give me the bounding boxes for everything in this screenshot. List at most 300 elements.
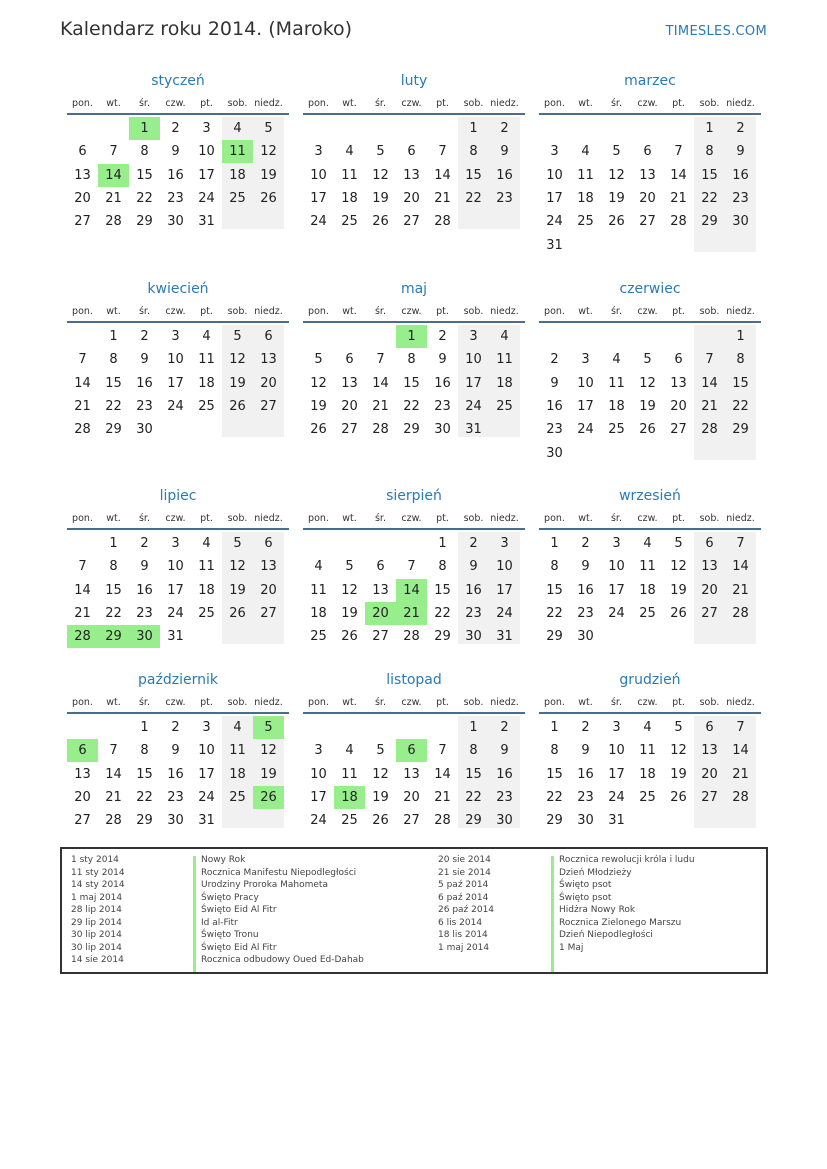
day-cell: 3 <box>202 720 211 735</box>
day-cell: 14 <box>74 582 91 598</box>
holiday-day-cell: 11 <box>222 140 253 163</box>
day-header: pt. <box>200 697 213 708</box>
day-cell: 3 <box>581 352 590 368</box>
month-name: maj <box>400 281 428 297</box>
day-cell: 12 <box>639 375 656 391</box>
day-cell: 30 <box>546 445 563 461</box>
day-cell: 26 <box>670 789 687 805</box>
day-cell: 9 <box>500 743 509 759</box>
holiday-day-cell: 30 <box>129 625 160 648</box>
holiday-day-cell: 6 <box>67 739 98 762</box>
day-cell: 16 <box>546 398 563 414</box>
legend-holiday-name: Święto Pracy <box>201 892 259 903</box>
day-cell: 5 <box>233 329 242 344</box>
day-cell: 4 <box>643 536 652 551</box>
day-cell: 28 <box>434 813 451 829</box>
header-rule <box>303 321 525 323</box>
day-header: pt. <box>436 513 449 524</box>
day-cell: 27 <box>260 398 277 414</box>
legend-date: 1 sty 2014 <box>71 855 119 865</box>
day-header: czw. <box>637 306 658 317</box>
day-cell: 25 <box>608 422 625 438</box>
day-header: pon. <box>544 513 565 524</box>
day-cell: 6 <box>705 536 714 551</box>
day-cell: 21 <box>74 398 91 414</box>
day-cell: 5 <box>376 743 385 759</box>
day-header: pt. <box>672 697 685 708</box>
day-cell: 24 <box>608 605 625 621</box>
day-cell: 26 <box>670 605 687 621</box>
day-header: wt. <box>342 306 357 317</box>
day-header: wt. <box>342 98 357 109</box>
day-cell: 8 <box>407 352 416 368</box>
day-cell: 16 <box>434 375 451 391</box>
holiday-day-cell: 5 <box>253 716 284 739</box>
legend-holiday-name: Rocznica odbudowy Oued Ed-Dahab <box>201 955 364 965</box>
day-cell: 20 <box>260 582 277 598</box>
day-cell: 4 <box>345 144 354 160</box>
day-header: wt. <box>578 513 593 524</box>
day-cell: 7 <box>736 536 745 551</box>
day-cell: 14 <box>372 375 389 391</box>
legend-date: 20 sie 2014 <box>438 855 491 865</box>
day-cell: 12 <box>310 375 327 391</box>
day-cell: 7 <box>438 743 447 759</box>
day-cell: 19 <box>229 582 246 598</box>
day-cell: 18 <box>198 375 215 391</box>
header-rule <box>539 113 761 115</box>
day-cell: 27 <box>670 422 687 438</box>
day-cell: 23 <box>546 422 563 438</box>
day-cell: 26 <box>341 629 358 645</box>
day-cell: 27 <box>701 789 718 805</box>
day-cell: 7 <box>109 144 118 160</box>
day-header: niedz. <box>254 98 283 109</box>
header-rule <box>67 712 289 714</box>
legend-holiday-name: Święto Tronu <box>201 930 259 940</box>
day-cell: 30 <box>136 422 153 438</box>
day-cell: 9 <box>581 743 590 759</box>
day-header: śr. <box>138 697 150 708</box>
day-cell: 20 <box>403 789 420 805</box>
day-cell: 13 <box>372 582 389 598</box>
day-cell: 25 <box>639 605 656 621</box>
day-cell: 4 <box>233 720 242 735</box>
day-cell: 1 <box>109 536 118 551</box>
day-header: pon. <box>72 98 93 109</box>
day-cell: 14 <box>74 375 91 391</box>
day-cell: 8 <box>109 352 118 368</box>
header-rule <box>303 528 525 530</box>
day-header: pon. <box>72 306 93 317</box>
day-cell: 23 <box>496 190 513 206</box>
day-cell: 12 <box>372 167 389 183</box>
day-cell: 15 <box>465 167 482 183</box>
month-name: grudzień <box>619 672 681 688</box>
day-cell: 24 <box>167 398 184 414</box>
day-cell: 18 <box>496 375 513 391</box>
day-cell: 18 <box>310 605 327 621</box>
day-cell: 22 <box>434 605 451 621</box>
day-header: wt. <box>106 98 121 109</box>
legend-right-dates <box>438 854 494 954</box>
month-name: kwiecień <box>147 281 209 297</box>
day-cell: 7 <box>109 743 118 759</box>
day-cell: 12 <box>372 766 389 782</box>
day-cell: 26 <box>260 190 277 206</box>
day-cell: 7 <box>407 559 416 575</box>
day-cell: 18 <box>198 582 215 598</box>
day-cell: 6 <box>264 329 273 344</box>
day-header: wt. <box>106 306 121 317</box>
day-cell: 10 <box>198 144 215 160</box>
day-header: pon. <box>72 697 93 708</box>
day-cell: 26 <box>229 398 246 414</box>
day-cell: 9 <box>736 144 745 160</box>
month-name: czerwiec <box>619 281 681 297</box>
day-header: czw. <box>637 513 658 524</box>
legend-date: 28 lip 2014 <box>71 905 122 915</box>
day-cell: 22 <box>732 398 749 414</box>
day-cell: 1 <box>140 720 149 735</box>
day-cell: 16 <box>465 582 482 598</box>
day-header: niedz. <box>490 98 519 109</box>
legend-left-marker <box>193 856 196 972</box>
day-cell: 27 <box>74 214 91 230</box>
day-cell: 15 <box>465 766 482 782</box>
legend-holiday-name: Święto psot <box>559 880 612 890</box>
day-cell: 26 <box>229 605 246 621</box>
day-header: śr. <box>374 513 386 524</box>
day-cell: 8 <box>438 559 447 575</box>
day-header: czw. <box>165 697 186 708</box>
month-name: sierpień <box>386 488 442 504</box>
day-cell: 14 <box>701 375 718 391</box>
day-cell: 9 <box>500 144 509 160</box>
day-header: niedz. <box>254 697 283 708</box>
day-header: pon. <box>308 98 329 109</box>
day-cell: 1 <box>550 720 559 735</box>
day-header: sob. <box>699 513 720 524</box>
day-cell: 12 <box>260 743 277 759</box>
day-cell: 4 <box>314 559 323 575</box>
day-cell: 24 <box>198 190 215 206</box>
day-header: sob. <box>463 306 484 317</box>
day-cell: 20 <box>260 375 277 391</box>
day-cell: 28 <box>701 422 718 438</box>
day-cell: 26 <box>372 214 389 230</box>
day-cell: 11 <box>310 582 327 598</box>
day-cell: 25 <box>496 398 513 414</box>
day-cell: 7 <box>78 352 87 368</box>
day-cell: 9 <box>550 375 559 391</box>
holiday-day-cell: 29 <box>98 625 129 648</box>
day-header: sob. <box>699 98 720 109</box>
day-cell: 22 <box>546 605 563 621</box>
holiday-day-cell: 21 <box>396 602 427 625</box>
day-cell: 30 <box>167 214 184 230</box>
day-cell: 13 <box>701 559 718 575</box>
day-header: wt. <box>106 513 121 524</box>
legend-holiday-name: Dzień Niepodległości <box>559 930 653 940</box>
day-header: czw. <box>637 697 658 708</box>
day-header: sob. <box>227 513 248 524</box>
day-cell: 2 <box>171 720 180 735</box>
day-cell: 29 <box>105 422 122 438</box>
day-cell: 5 <box>314 352 323 368</box>
day-cell: 25 <box>310 629 327 645</box>
day-cell: 11 <box>341 766 358 782</box>
day-cell: 3 <box>202 121 211 136</box>
month-name: marzec <box>624 73 676 89</box>
day-cell: 4 <box>345 743 354 759</box>
day-cell: 12 <box>670 743 687 759</box>
day-cell: 29 <box>732 422 749 438</box>
day-cell: 5 <box>345 559 354 575</box>
day-cell: 5 <box>233 536 242 551</box>
day-header: pon. <box>308 306 329 317</box>
day-cell: 28 <box>403 629 420 645</box>
day-cell: 22 <box>136 789 153 805</box>
holiday-legend <box>60 847 768 974</box>
day-header: czw. <box>401 697 422 708</box>
holiday-day-cell: 14 <box>98 164 129 187</box>
day-cell: 23 <box>577 789 594 805</box>
day-cell: 9 <box>171 144 180 160</box>
day-cell: 2 <box>736 121 745 136</box>
day-cell: 5 <box>376 144 385 160</box>
day-cell: 17 <box>496 582 513 598</box>
day-cell: 4 <box>500 329 509 344</box>
legend-date: 30 lip 2014 <box>71 942 122 953</box>
day-cell: 24 <box>496 605 513 621</box>
day-cell: 31 <box>198 813 215 829</box>
day-cell: 16 <box>496 167 513 183</box>
day-cell: 3 <box>314 144 323 160</box>
day-header: niedz. <box>726 513 755 524</box>
day-cell: 9 <box>581 559 590 575</box>
day-cell: 29 <box>546 813 563 829</box>
day-cell: 7 <box>376 352 385 368</box>
day-cell: 11 <box>639 743 656 759</box>
holiday-day-cell: 1 <box>396 325 427 348</box>
day-header: pt. <box>436 98 449 109</box>
day-cell: 3 <box>314 743 323 759</box>
day-cell: 2 <box>500 720 509 735</box>
holiday-day-cell: 20 <box>365 602 396 625</box>
day-cell: 25 <box>229 190 246 206</box>
day-cell: 13 <box>701 743 718 759</box>
day-cell: 30 <box>732 214 749 230</box>
day-cell: 10 <box>167 559 184 575</box>
day-header: niedz. <box>490 306 519 317</box>
legend-holiday-name: Urodziny Proroka Mahometa <box>201 880 328 890</box>
day-header: sob. <box>463 697 484 708</box>
day-cell: 11 <box>341 167 358 183</box>
day-cell: 2 <box>438 329 447 344</box>
day-cell: 30 <box>167 813 184 829</box>
month-block <box>67 73 289 257</box>
day-cell: 16 <box>136 582 153 598</box>
day-cell: 1 <box>109 329 118 344</box>
legend-date: 14 sie 2014 <box>71 955 124 965</box>
day-cell: 26 <box>608 214 625 230</box>
day-cell: 31 <box>465 422 482 438</box>
day-cell: 21 <box>105 789 122 805</box>
day-cell: 17 <box>310 190 327 206</box>
legend-date: 5 paź 2014 <box>438 880 489 890</box>
day-header: pon. <box>308 513 329 524</box>
header-rule <box>67 113 289 115</box>
day-header: pt. <box>672 98 685 109</box>
day-cell: 24 <box>310 214 327 230</box>
day-cell: 24 <box>465 398 482 414</box>
month-block <box>67 281 289 465</box>
day-header: pon. <box>544 697 565 708</box>
day-cell: 13 <box>260 352 277 368</box>
day-cell: 3 <box>469 329 478 344</box>
day-cell: 10 <box>608 559 625 575</box>
holiday-day-cell: 28 <box>67 625 98 648</box>
month-name: lipiec <box>159 488 197 504</box>
day-header: sob. <box>227 306 248 317</box>
day-cell: 4 <box>581 144 590 160</box>
legend-holiday-name: Święto Eid Al Fitr <box>201 942 277 953</box>
day-cell: 2 <box>500 121 509 136</box>
brand-link[interactable]: TIMESLES.COM <box>665 24 767 39</box>
day-header: pt. <box>436 306 449 317</box>
day-cell: 2 <box>140 536 149 551</box>
day-cell: 17 <box>577 398 594 414</box>
day-header: śr. <box>374 697 386 708</box>
legend-right-marker <box>551 856 554 972</box>
day-cell: 10 <box>546 167 563 183</box>
day-cell: 12 <box>341 582 358 598</box>
day-cell: 28 <box>732 605 749 621</box>
day-cell: 2 <box>171 121 180 136</box>
day-cell: 13 <box>670 375 687 391</box>
day-cell: 2 <box>581 536 590 551</box>
day-cell: 9 <box>140 559 149 575</box>
day-cell: 10 <box>198 743 215 759</box>
day-cell: 20 <box>341 398 358 414</box>
day-cell: 3 <box>612 720 621 735</box>
day-cell: 9 <box>171 743 180 759</box>
day-header: czw. <box>401 98 422 109</box>
day-header: czw. <box>165 98 186 109</box>
day-cell: 19 <box>260 766 277 782</box>
day-cell: 7 <box>674 144 683 160</box>
day-cell: 25 <box>198 605 215 621</box>
header-rule <box>303 712 525 714</box>
day-cell: 14 <box>732 743 749 759</box>
day-cell: 13 <box>403 766 420 782</box>
day-header: śr. <box>138 98 150 109</box>
day-cell: 16 <box>167 766 184 782</box>
legend-date: 6 lis 2014 <box>438 917 483 928</box>
day-cell: 25 <box>198 398 215 414</box>
day-cell: 17 <box>167 375 184 391</box>
day-cell: 1 <box>705 121 714 136</box>
day-cell: 27 <box>372 629 389 645</box>
day-header: czw. <box>401 306 422 317</box>
day-cell: 22 <box>136 190 153 206</box>
legend-date: 29 lip 2014 <box>71 917 122 928</box>
day-header: pt. <box>200 306 213 317</box>
day-cell: 21 <box>434 789 451 805</box>
legend-left-names <box>201 854 364 967</box>
day-header: czw. <box>165 513 186 524</box>
day-cell: 20 <box>74 190 91 206</box>
day-header: sob. <box>227 98 248 109</box>
header-rule <box>67 528 289 530</box>
day-cell: 17 <box>198 766 215 782</box>
day-cell: 23 <box>136 605 153 621</box>
day-header: pt. <box>672 306 685 317</box>
day-cell: 7 <box>705 352 714 368</box>
day-cell: 27 <box>260 605 277 621</box>
day-header: pt. <box>200 513 213 524</box>
day-cell: 14 <box>670 167 687 183</box>
day-cell: 6 <box>345 352 354 368</box>
day-cell: 11 <box>496 352 513 368</box>
holiday-day-cell: 1 <box>129 117 160 140</box>
day-cell: 25 <box>639 789 656 805</box>
day-cell: 9 <box>469 559 478 575</box>
day-cell: 15 <box>546 766 563 782</box>
header-rule <box>67 321 289 323</box>
day-cell: 5 <box>643 352 652 368</box>
day-cell: 15 <box>701 167 718 183</box>
day-cell: 1 <box>550 536 559 551</box>
day-cell: 15 <box>136 167 153 183</box>
day-cell: 23 <box>577 605 594 621</box>
legend-holiday-name: Nowy Rok <box>201 855 246 865</box>
day-cell: 27 <box>639 214 656 230</box>
day-header: śr. <box>610 513 622 524</box>
day-cell: 10 <box>496 559 513 575</box>
day-cell: 1 <box>469 720 478 735</box>
day-cell: 24 <box>608 789 625 805</box>
legend-date: 14 sty 2014 <box>71 880 125 890</box>
day-cell: 15 <box>546 582 563 598</box>
day-cell: 22 <box>465 789 482 805</box>
day-cell: 24 <box>546 214 563 230</box>
day-cell: 31 <box>198 214 215 230</box>
day-cell: 12 <box>670 559 687 575</box>
day-cell: 7 <box>438 144 447 160</box>
day-header: wt. <box>578 697 593 708</box>
day-cell: 3 <box>171 329 180 344</box>
day-cell: 6 <box>407 144 416 160</box>
day-cell: 22 <box>701 190 718 206</box>
day-cell: 10 <box>465 352 482 368</box>
legend-date: 1 maj 2014 <box>71 892 123 903</box>
day-header: sob. <box>699 306 720 317</box>
day-cell: 8 <box>140 144 149 160</box>
legend-date: 1 maj 2014 <box>438 942 490 953</box>
day-cell: 3 <box>500 536 509 551</box>
day-header: śr. <box>374 98 386 109</box>
day-cell: 25 <box>577 214 594 230</box>
legend-holiday-name: Rocznica Manifestu Niepodległości <box>201 867 357 878</box>
day-cell: 28 <box>670 214 687 230</box>
month-name: październik <box>138 672 218 688</box>
day-cell: 22 <box>403 398 420 414</box>
day-cell: 17 <box>167 582 184 598</box>
day-header: śr. <box>138 513 150 524</box>
day-cell: 4 <box>202 536 211 551</box>
